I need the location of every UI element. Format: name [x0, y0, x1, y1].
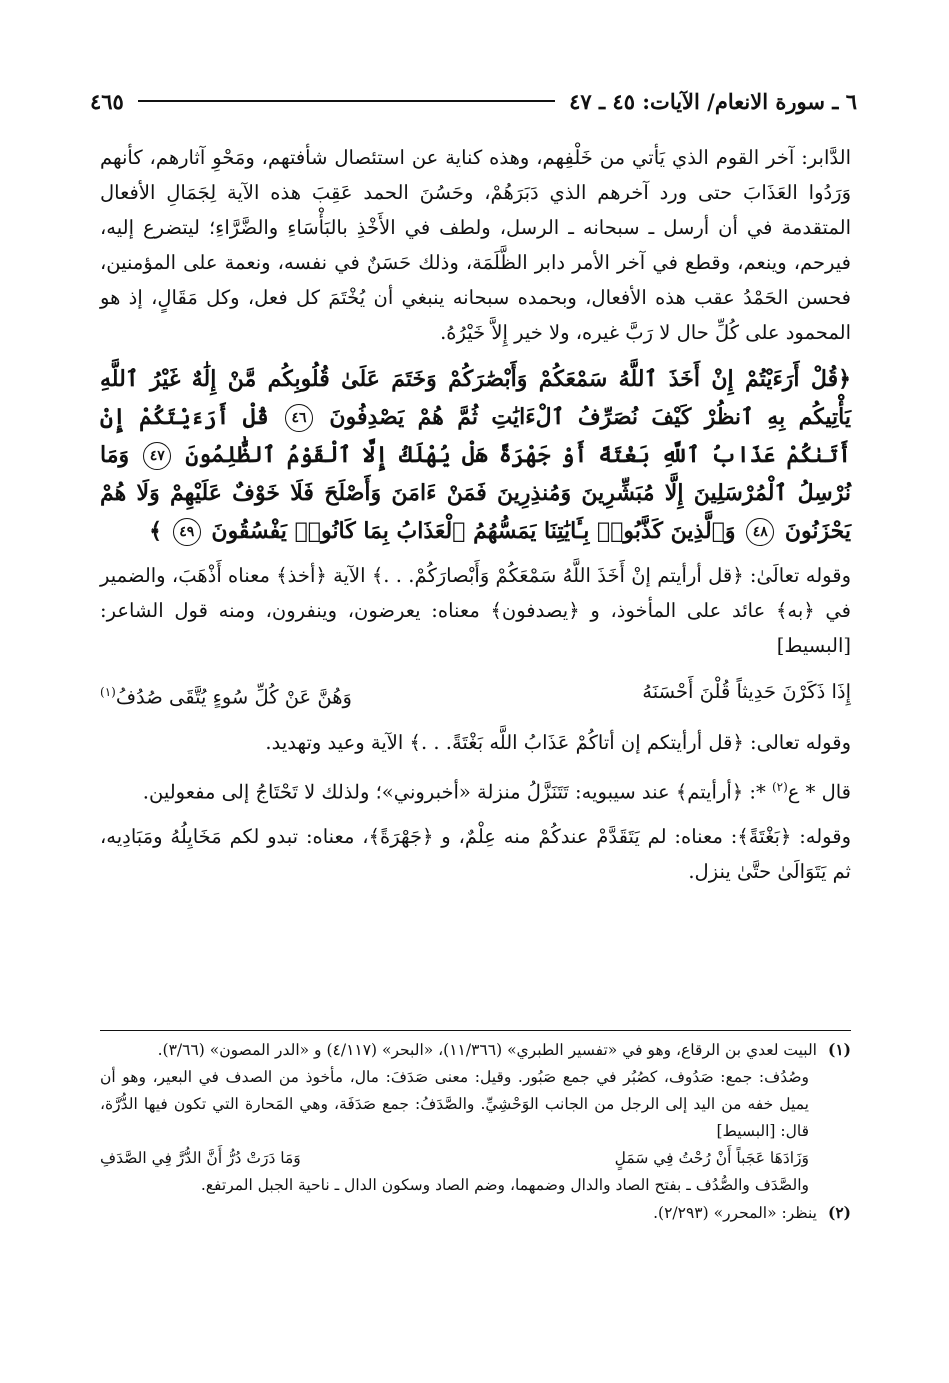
verse-number-46: ٤٦ [285, 404, 313, 432]
verse-close-bracket: ﴾ [149, 518, 163, 544]
footnote-poem-hemistich-1: وَزَادَهَا عَجَباً أَنْ رُحْتُ فِي سَمَلٍ [614, 1149, 809, 1167]
paragraph-commentary-3: قال * ع$^{(٢)}$ *: ﴿أرأيتم﴾ عند سيبويه: تَتَنَزَّلُ منزلة «أخبروني»؛ ولذلك لا تَحْتَاجُ إلى مفعولين. [142, 779, 851, 803]
paragraph-dabir: الدَّابر: آخر القوم الذي يَأتي من خَلْفِهم، وهذه كناية عن استئصال شأفتهم، ومَحْوِ آثارهم، كأنهم وَرَدُوا العَذَابَ حتى ورد آخرهم الذي دَبَرَهُمْ، وحَسُنَ الحمد عَقِبَ هذه الآية لِجَمَالِ الأفعال المتقدمة في أن أرسل ـ سبحانه ـ الرسل، ولطف في الأَخْذِ بالبَأْسَاءِ والضَّرَّاءِ؛ ليتضرع إليه، فيرحم، وينعم، وقطع في آخر الأمر دابر الظَّلَمَة، وذلك حَسَنٌ في نفسه، ونعمة على المؤمنين، فحسن الحَمْدُ عقب هذه الأفعال، وبحمده سبحانه ينبغي أن يُخْتَمَ كل فعل، وكل مَقَالٍ، إذ هو المحمود على كُلِّ حال لا رَبَّ غيره، ولا خير إِلاَّ خَيْرُهُ. [100, 146, 851, 344]
verse-text-49: وَٱلَّذِينَ كَذَّبُوا۟ بِـَٔايَٰتِنَا يَمَسُّهُمُ ٱلْعَذَابُ بِمَا كَانُوا۟ يَفْسُقُونَ [211, 518, 736, 544]
footnote-rule [100, 1030, 851, 1031]
verse-text-48: وَمَا نُرْسِلُ ٱلْمُرْسَلِينَ إِلَّا مُبَشِّرِينَ وَمُنذِرِينَ فَمَنْ ءَامَنَ وَأَصْلَحَ فَلَا خَوْفٌ عَلَيْهِمْ وَلَا هُمْ يَحْزَنُونَ [100, 442, 851, 544]
verse-text-45-46: ﴿قُلْ أَرَءَيْتُمْ إِنْ أَخَذَ ٱللَّهُ سَمْعَكُمْ وَأَبْصَٰرَكُمْ وَخَتَمَ عَلَىٰ قُلُوبِكُم مَّنْ إِلَٰهٌ غَيْرُ ٱللَّهِ يَأْتِيكُم بِهِ ٱنظُرْ كَيْفَ نُصَرِّفُ ٱلْءَايَٰتِ ثُمَّ هُمْ يَصْدِفُونَ [100, 366, 851, 430]
poem-verse [100, 673, 851, 717]
footnote-poem-hemistich-2: وَمَا دَرَتْ دُرُّ أَنَّ الدُّرَّ فِي الصَّدَفِ [100, 1149, 301, 1167]
running-head [90, 84, 857, 118]
footnote-1-number: (١) [827, 1040, 851, 1059]
footnote-1-note: والصَّدَف والصُّدُف ـ بفتح الصاد والدال وضمهما، وضم الصاد وسكون الدال ـ ناحية الجبل المرتفع. [200, 1176, 809, 1194]
page-number: ٤٦٥ [90, 88, 124, 114]
paragraph-commentary-1: وقوله تعالَىٰ: ﴿قل أرأيتم إنْ أَخَذَ اللَّهُ سَمْعَكُمْ وَأَبْصارَكُمْ. . .﴾ الآية ﴿أخذ﴾ معناه أَذْهَبَ، والضمير في ﴿به﴾ عائد على المأخوذ، و ﴿يصدفون﴾ معناه: يعرضون، وينفرون، ومنه قول الشاعر: [البسيط] [100, 564, 851, 657]
verse-number-49: ٤٩ [173, 518, 201, 546]
poem-hemistich-1: إِذَا ذَكَرْنَ حَدِيثاً قُلْنَ أَحْسَنَهُ [642, 680, 851, 703]
footnotes [100, 1036, 851, 1227]
body-text [100, 140, 851, 899]
paragraph-commentary-4: وقوله: ﴿بَغْتَةً﴾: معناه: لم يَتَقَدَّمْ عندكُمْ منه عِلْمٌ، و ﴿جَهْرَةً﴾، معناه: تبدو لكم مَخَايِلُهُ ومَبَادِيه، ثم يَتَوَالَىٰ حتَّىٰ ينزل. [100, 825, 851, 883]
quran-verses [100, 360, 851, 550]
poem-hemistich-2: وَهُنَّ عَنْ كُلِّ سُوءٍ يُتَّقَى صُدُفُ$^{(١)}$ [100, 685, 352, 709]
footnote-2-number: (٢) [827, 1203, 851, 1222]
header-rule [138, 100, 555, 102]
footnote-1: (١)البيت لعدي بن الرقاع، وهو في «تفسير الطبري» (١١/٣٦٦)، «البحر» (٤/١١٧) و «الدر المصون» (٣/٦٦). [100, 1036, 851, 1064]
footnote-1-explanation: وصُدُف: جمع: صَدُوف، كصُبُر في جمع صَبُور. وقيل: معنى صَدَفَ: مال، مأخوذ من الصدف في البعير، وهو أن يميل خفه من اليد إلى الرجل من الجانب الوَحْشِيِّ. والصَّدَفُ: جمع صَدَفَة، وهي المَحارة التي تكون فيها الدُّرَّة، قال: [البسيط] [100, 1068, 809, 1140]
verse-number-47: ٤٧ [143, 442, 171, 470]
chapter-title: ٦ ـ سورة الانعام/ الآيات: ٤٥ ـ ٤٧ [569, 88, 857, 114]
paragraph-commentary-2: وقوله تعالى: ﴿قل أرأيتكم إن أتاكُمْ عَذَابُ اللَّه بَغْتَةً. . .﴾ الآية وعيد وتهديد. [265, 730, 851, 754]
verse-text-47: قُلْ أَرَءَيْتَكُمْ إِنْ أَتَىٰكُمْ عَذَابُ ٱللَّهِ بَغْتَةً أَوْ جَهْرَةً هَلْ يُهْلَكُ إِلَّا ٱلْقَوْمُ ٱلظَّٰلِمُونَ [100, 404, 851, 468]
footnote-ref-1[interactable]: (١) [100, 685, 116, 699]
footnote-ref-2[interactable]: (٢) [771, 779, 788, 794]
footnote-2: (٢)ينظر: «المحرر» (٢/٢٩٣). [100, 1199, 851, 1227]
verse-number-48: ٤٨ [746, 518, 774, 546]
footnote-1-poem [100, 1145, 851, 1172]
